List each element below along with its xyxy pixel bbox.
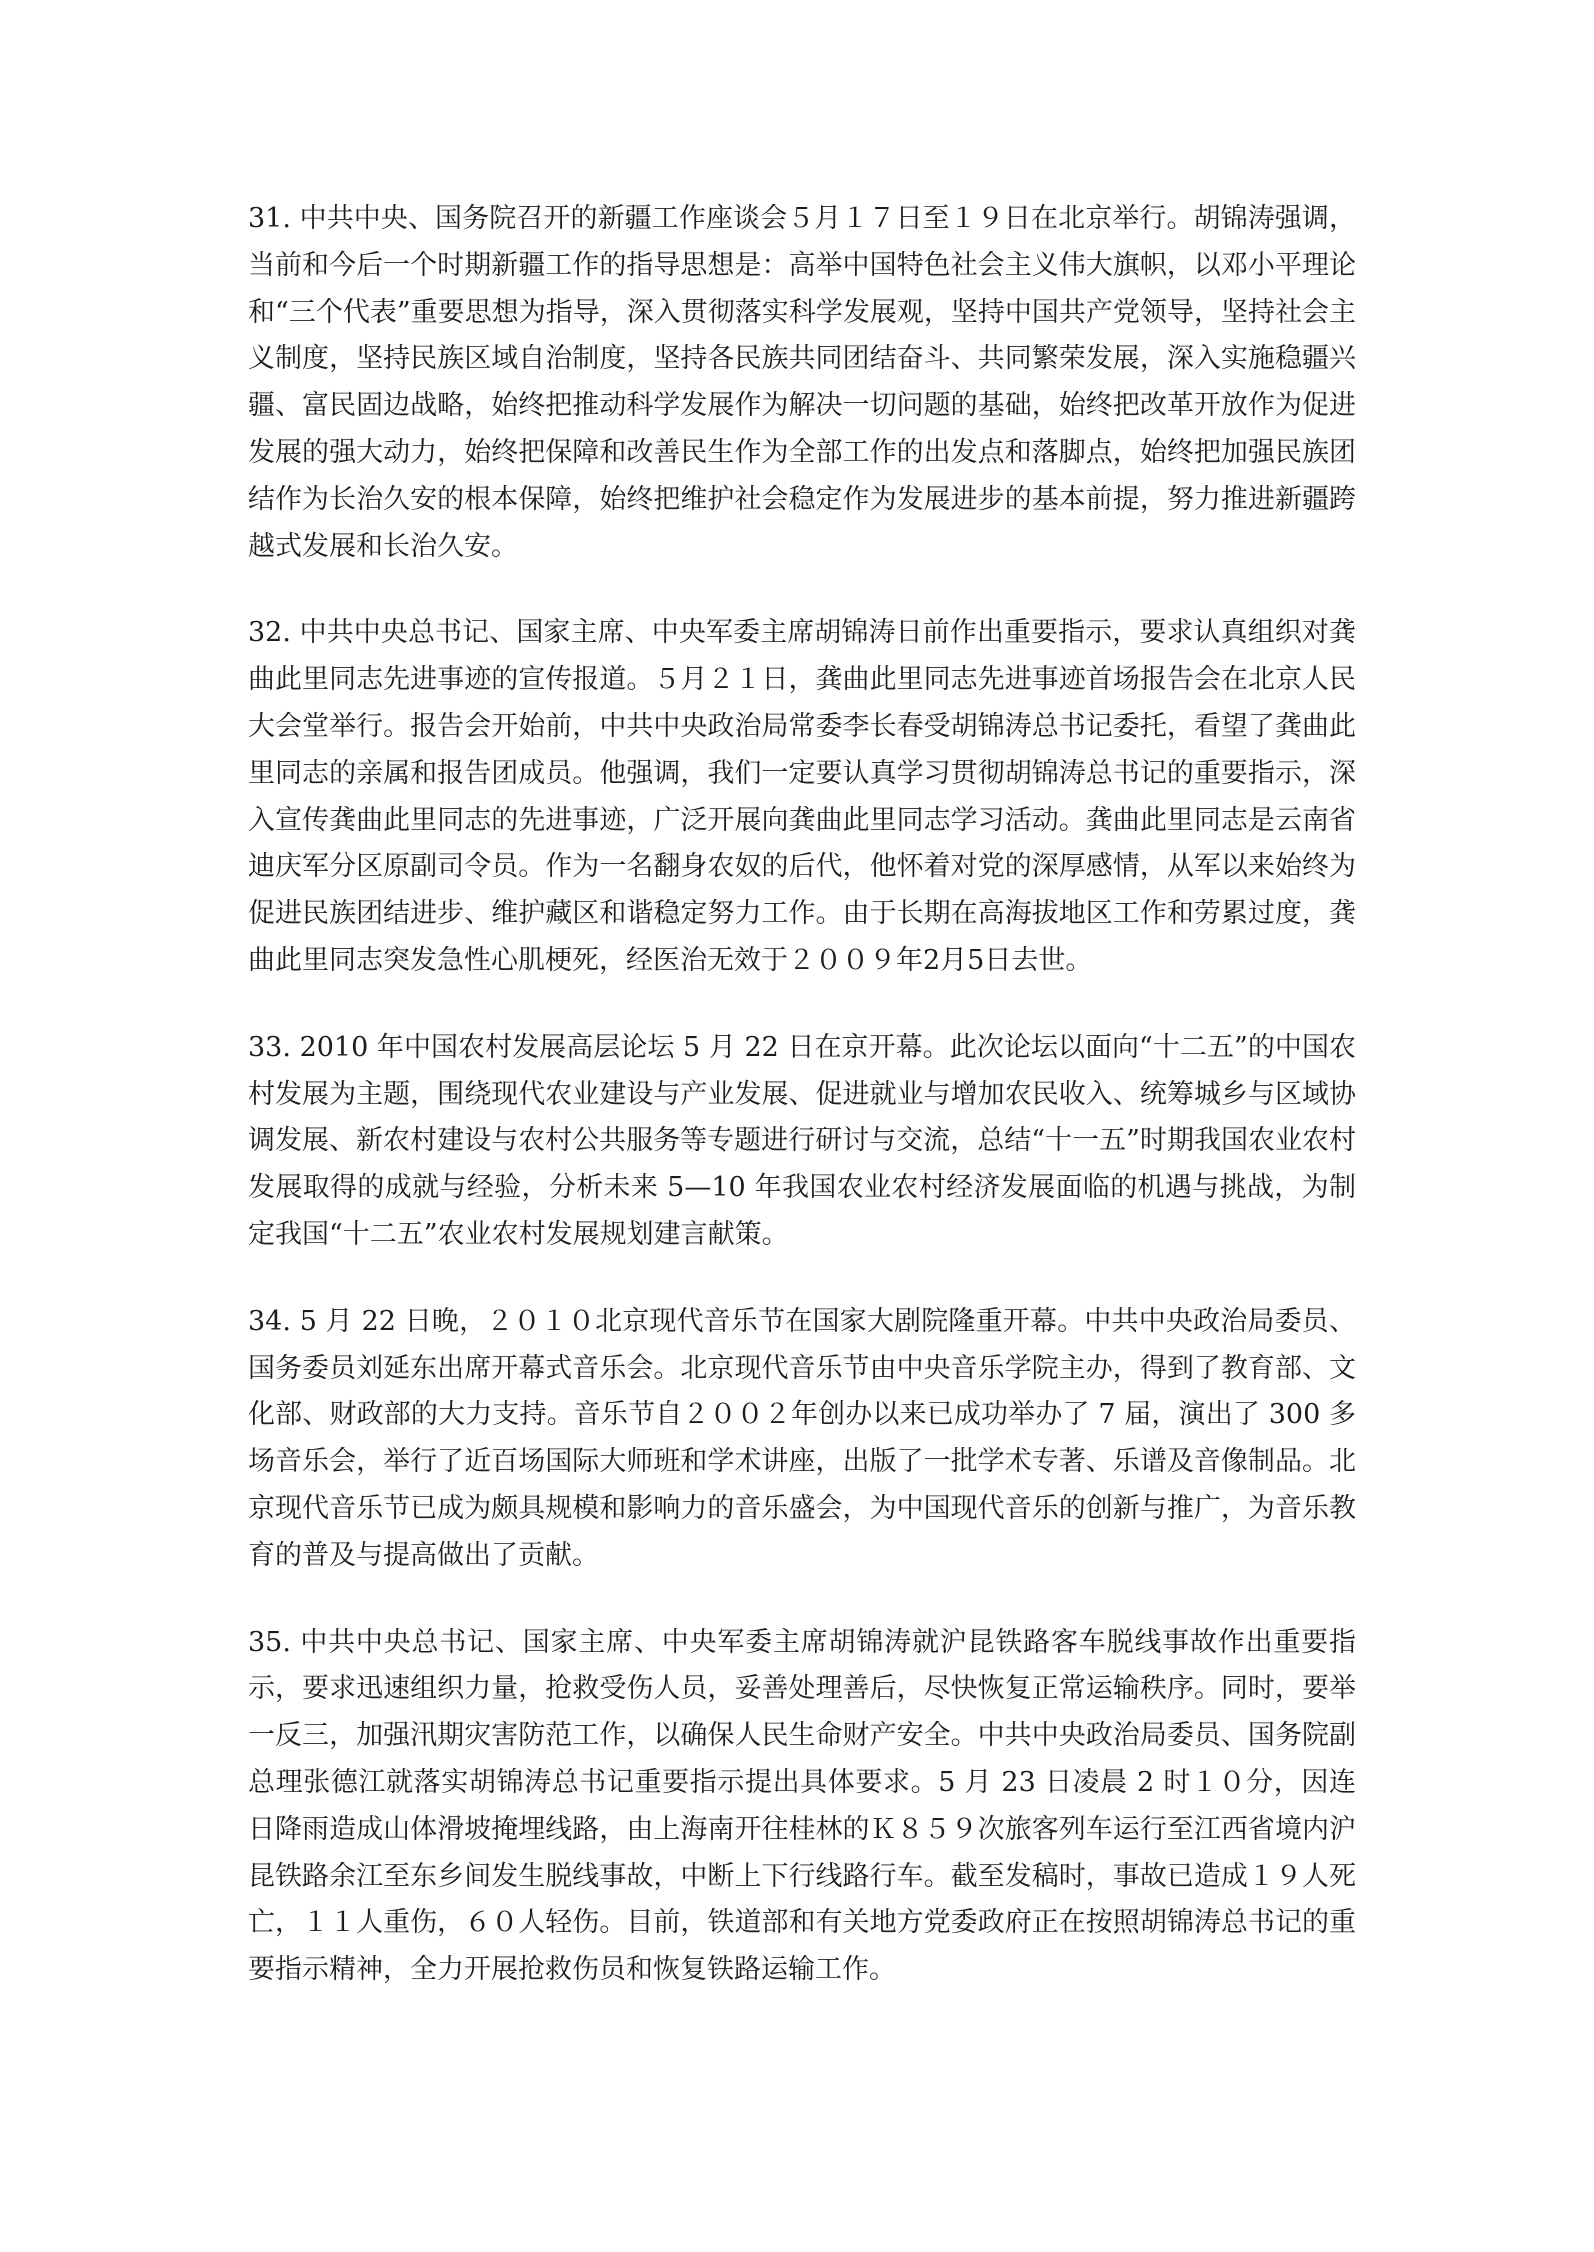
document-body	[248, 196, 1356, 2034]
paragraph-35: 35. 中共中央总书记、国家主席、中央军委主席胡锦涛就沪昆铁路客车脱线事故作出重要指示，要求迅速组织力量，抢救受伤人员，妥善处理善后，尽快恢复正常运输秩序。同时，要举一反三，加强汛期灾害防范工作，以确保人民生命财产安全。中共中央政治局委员、国务院副总理张德江就落实胡锦涛总书记重要指示提出具体要求。5 月 23 日凌晨 2 时１０分，因连日降雨造成山体滑坡掩埋线路，由上海南开往桂林的Ｋ８５９次旅客列车运行至江西省境内沪昆铁路余江至东乡间发生脱线事故，中断上下行线路行车。截至发稿时，事故已造成１９人死亡，１１人重伤，６０人轻伤。目前，铁道部和有关地方党委政府正在按照胡锦涛总书记的重要指示精神，全力开展抢救伤员和恢复铁路运输工作。	[248, 1626, 1356, 1986]
paragraph-32: 32. 中共中央总书记、国家主席、中央军委主席胡锦涛日前作出重要指示，要求认真组织对龚曲此里同志先进事迹的宣传报道。５月２１日，龚曲此里同志先进事迹首场报告会在北京人民大会堂举行。报告会开始前，中共中央政治局常委李长春受胡锦涛总书记委托，看望了龚曲此里同志的亲属和报告团成员。他强调，我们一定要认真学习贯彻胡锦涛总书记的重要指示，深入宣传龚曲此里同志的先进事迹，广泛开展向龚曲此里同志学习活动。龚曲此里同志是云南省迪庆军分区原副司令员。作为一名翻身农奴的后代，他怀着对党的深厚感情，从军以来始终为促进民族团结进步、维护藏区和谐稳定努力工作。由于长期在高海拔地区工作和劳累过度，龚曲此里同志突发急性心肌梗死，经医治无效于２００９年2月5日去世。	[248, 617, 1356, 976]
paragraph-33: 33. 2010 年中国农村发展高层论坛 5 月 22 日在京开幕。此次论坛以面向“十二五”的中国农村发展为主题，围绕现代农业建设与产业发展、促进就业与增加农民收入、统筹城乡与区域协调发展、新农村建设与农村公共服务等专题进行研讨与交流，总结“十一五”时期我国农业农村发展取得的成就与经验，分析未来 5—10 年我国农业农村经济发展面临的机遇与挑战，为制定我国“十二五”农业农村发展规划建言献策。	[248, 1031, 1356, 1250]
paragraph-31: 31. 中共中央、国务院召开的新疆工作座谈会５月１７日至１９日在北京举行。胡锦涛强调，当前和今后一个时期新疆工作的指导思想是：高举中国特色社会主义伟大旗帜，以邓小平理论和“三个代表”重要思想为指导，深入贯彻落实科学发展观，坚持中国共产党领导，坚持社会主义制度，坚持民族区域自治制度，坚持各民族共同团结奋斗、共同繁荣发展，深入实施稳疆兴疆、富民固边战略，始终把推动科学发展作为解决一切问题的基础，始终把改革开放作为促进发展的强大动力，始终把保障和改善民生作为全部工作的出发点和落脚点，始终把加强民族团结作为长治久安的根本保障，始终把维护社会稳定作为发展进步的基本前提，努力推进新疆跨越式发展和长治久安。	[248, 203, 1356, 562]
paragraph-34: 34. 5 月 22 日晚，２０１０北京现代音乐节在国家大剧院隆重开幕。中共中央政治局委员、国务委员刘延东出席开幕式音乐会。北京现代音乐节由中央音乐学院主办，得到了教育部、文化部、财政部的大力支持。音乐节自２００２年创办以来已成功举办了 7 届，演出了 300 多场音乐会，举行了近百场国际大师班和学术讲座，出版了一批学术专著、乐谱及音像制品。北京现代音乐节已成为颇具规模和影响力的音乐盛会，为中国现代音乐的创新与推广，为音乐教育的普及与提高做出了贡献。	[248, 1305, 1356, 1571]
